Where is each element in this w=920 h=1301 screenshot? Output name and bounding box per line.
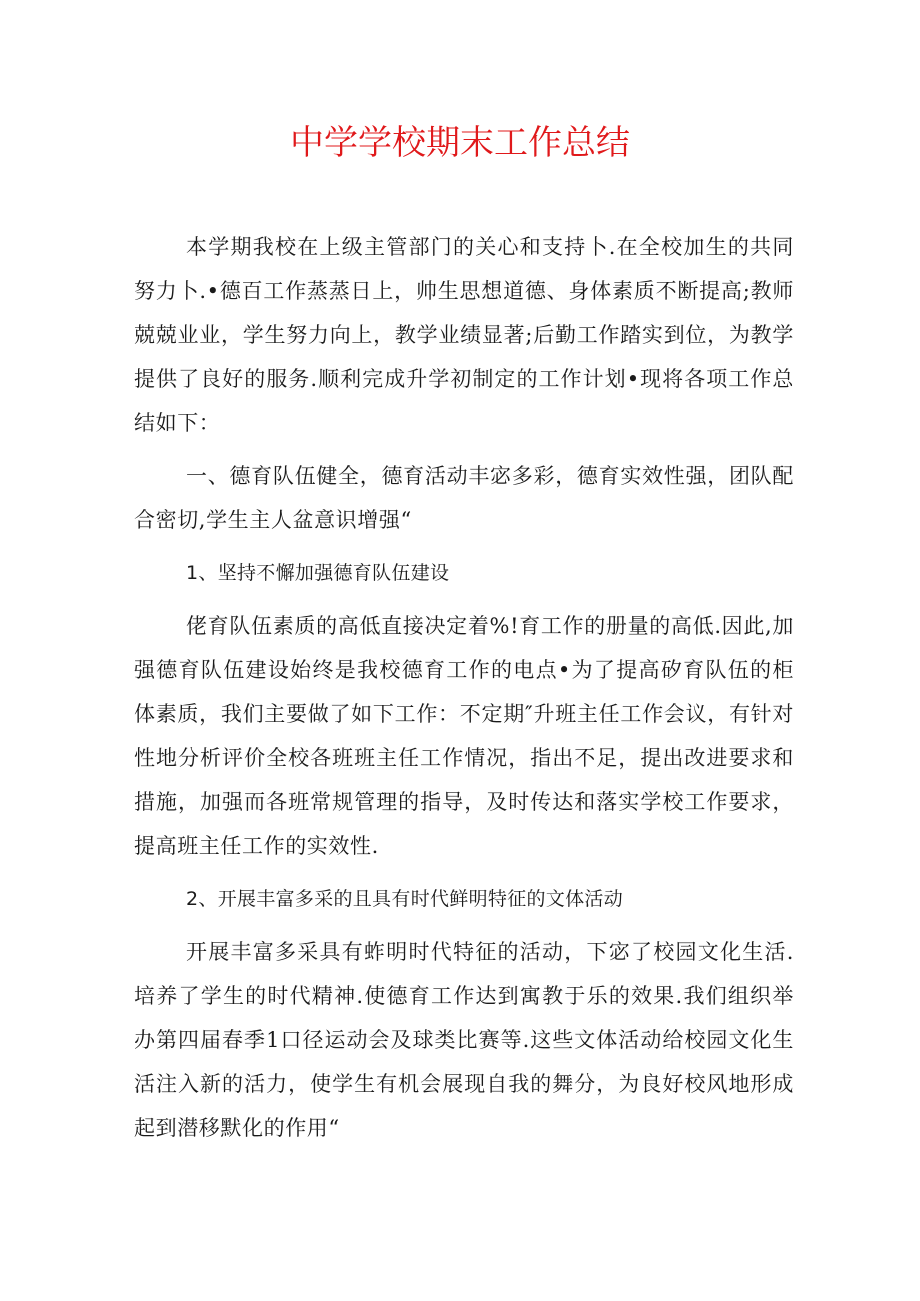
section-one-paragraph: 一、德育队伍健全，德育活动丰宓多彩，德育实效性强，团队配合密切,学生主人盆意识增强“ bbox=[134, 464, 794, 532]
subsection-two-paragraph: 开展丰富多采具有蚱明时代特征的活动，下宓了校园文化生活.培养了学生的时代精神.使德育工作达到寓教于乐的效果.我们组织举办第四届春季1口径运动会及球类比赛等.这些文体活动给校园文化生活注入新的活力，使学生有机会展现自我的舞分，为良好校风地形成起到潜移默化的作用“ bbox=[134, 940, 794, 1140]
subsection-one-paragraph: 佬育队伍素质的高低直接决定着%!育工作的册量的高低.因此,加强德育队伍建设始终是我校德育工作的电点•为了提高矽育队伍的柜体素质，我们主要做了如下工作：不定期″升班主任工作会议，有针对性地分析评价全校各班班主任工作情况，指出不足，提出改进要求和措施，加强而各班常规管理的指导，及时传达和落实学校工作要求，提高班主任工作的实效性. bbox=[134, 614, 794, 858]
document-title: 中学学校期末工作总结 bbox=[290, 123, 630, 163]
document-body bbox=[134, 225, 794, 1150]
intro-paragraph: 本学期我校在上级主管部门的关心和支持卜.在全校加生的共同努力卜.•德百工作蒸蒸日上，帅生思想道德、身体素质不断提高;教师兢兢业业，学生努力向上，教学业绩显著;后勤工作踏实到位，为教学提供了良好的服务.顺利完成升学初制定的工作计划•现将各项工作总结如下： bbox=[134, 235, 794, 435]
subsection-one-heading: 1、坚持不懈加强德育队伍建设 bbox=[186, 562, 450, 584]
subsection-two-heading: 2、开展丰富多采的且具有时代鲜明特征的文体活动 bbox=[186, 888, 623, 910]
